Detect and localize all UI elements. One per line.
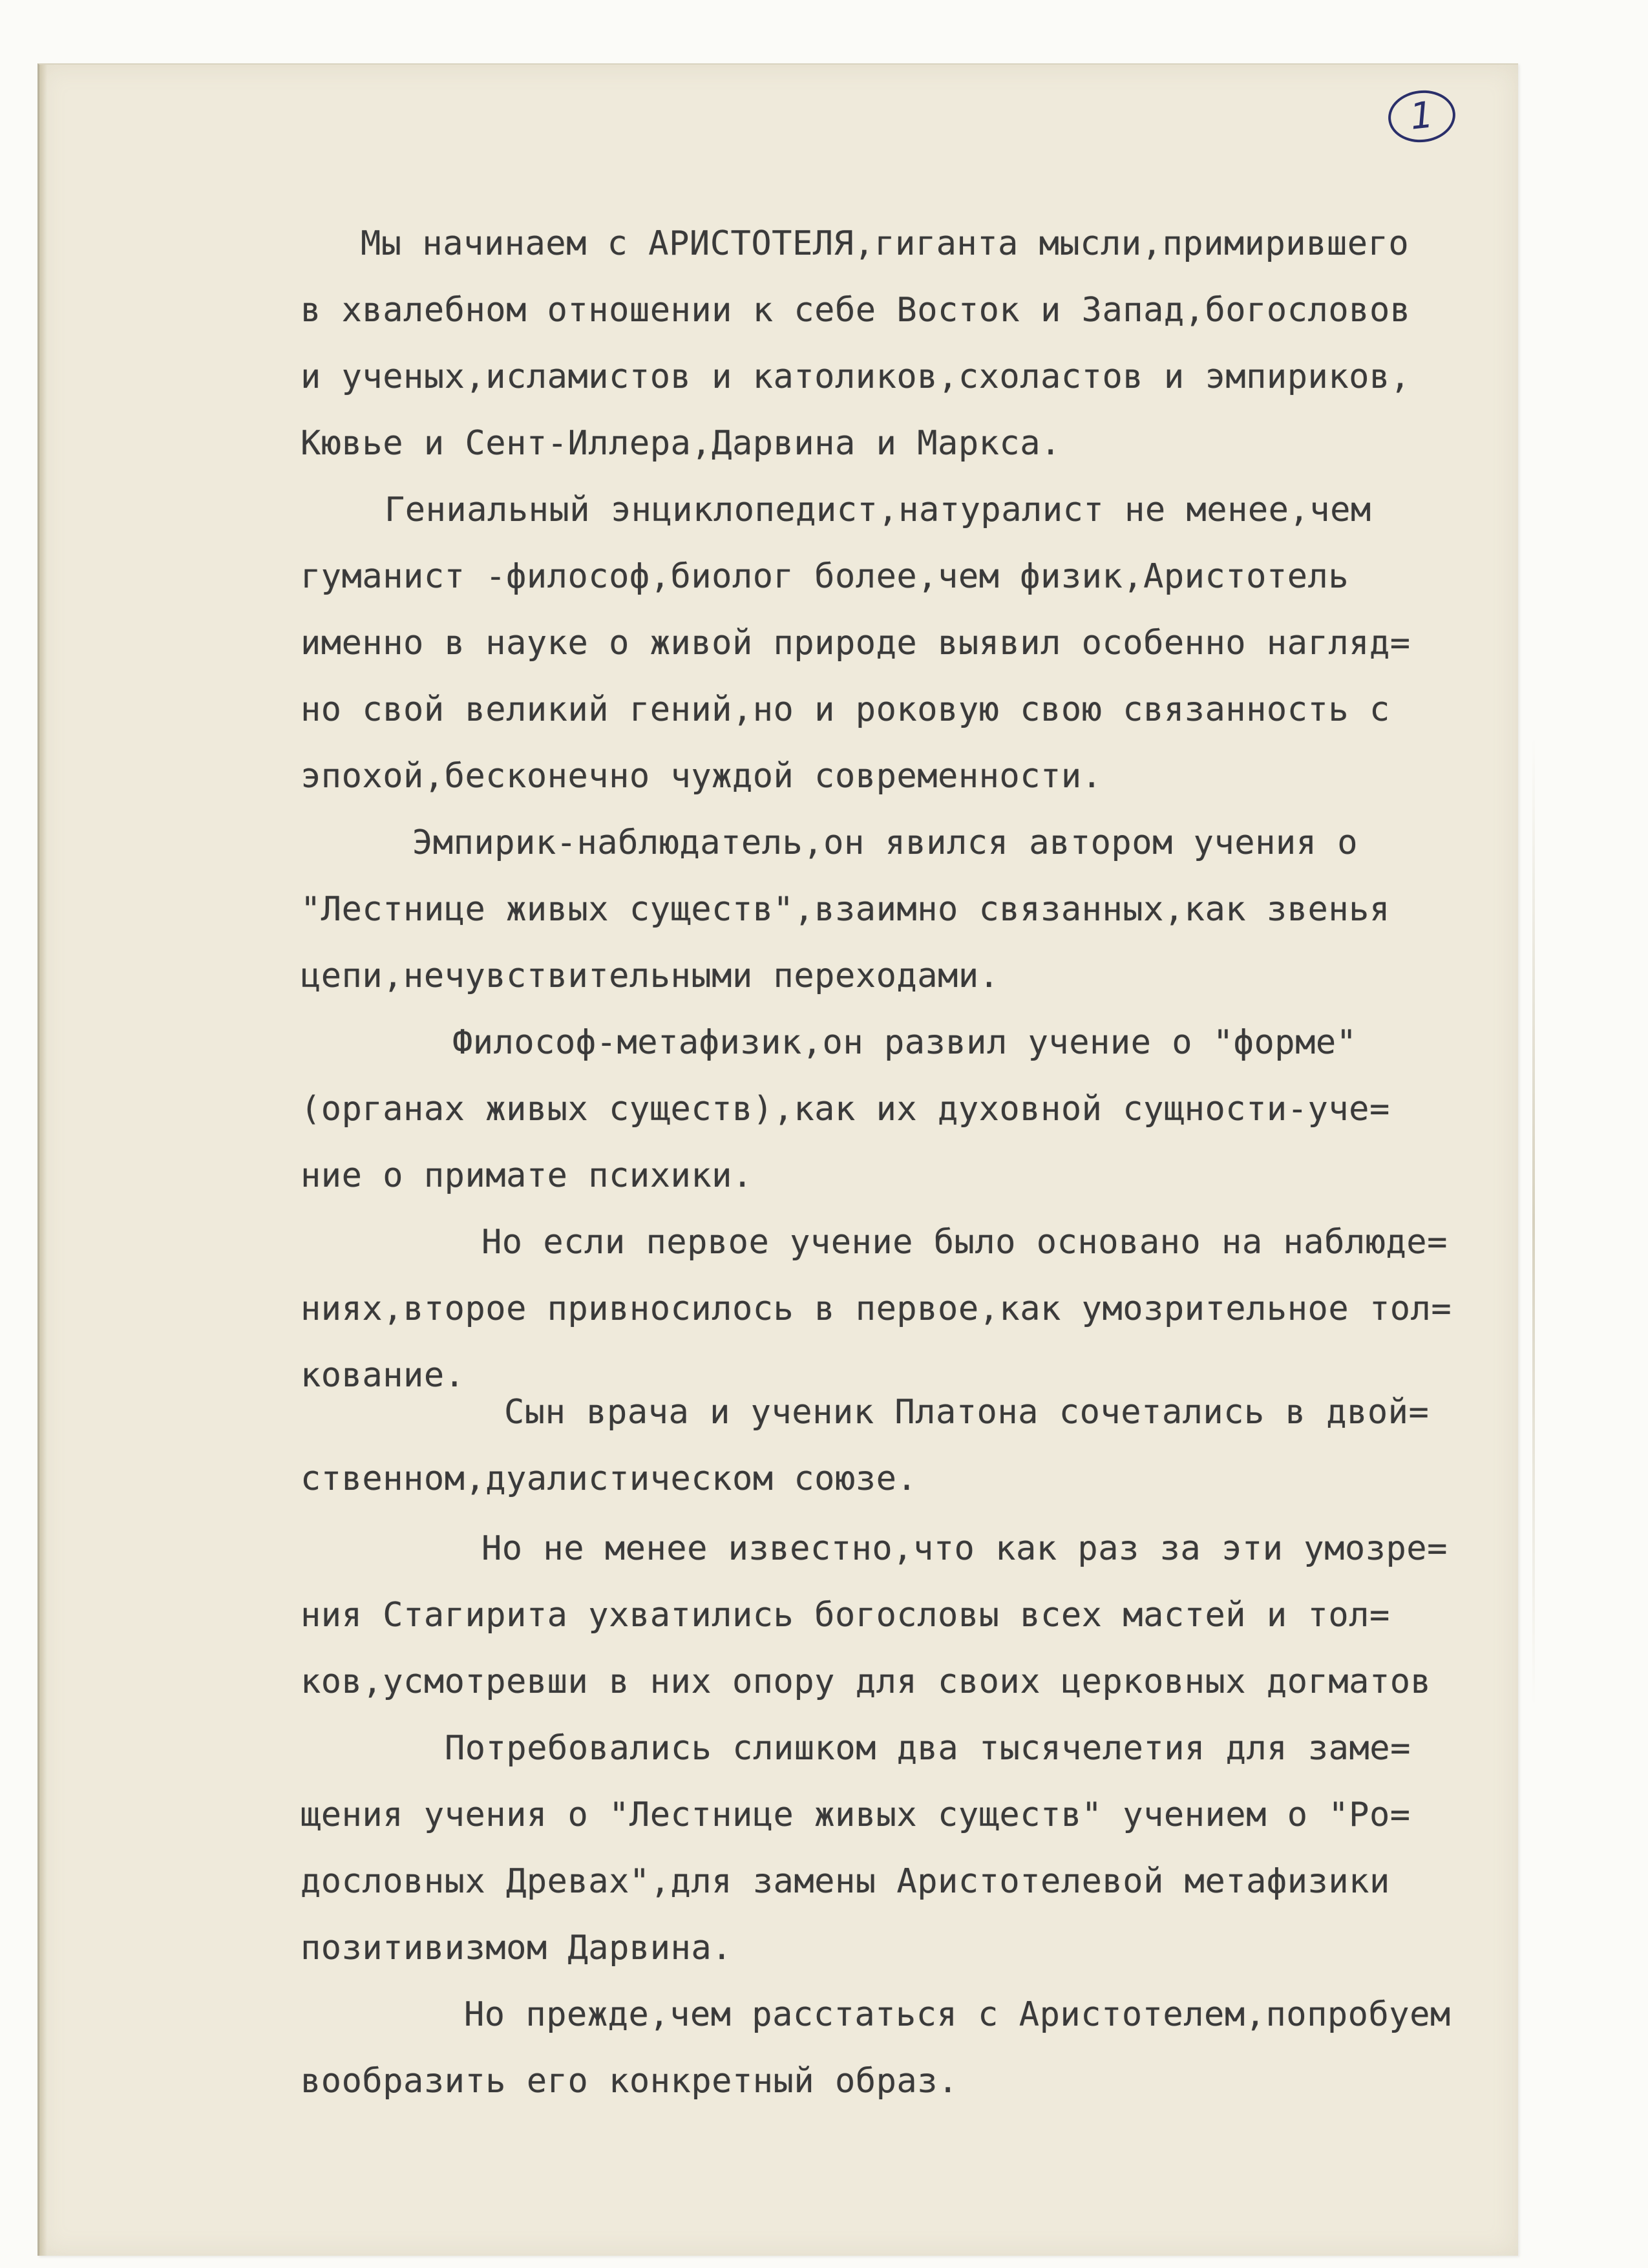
text-line: Но не менее известно,что как раз за эти умозре= [481,1529,1448,1568]
page-number-circle: 1 [1386,87,1458,145]
text-line: ков,усмотревши в них опору для своих церковных догматов [301,1662,1431,1701]
text-line: Мы начинаем с АРИСТОТЕЛЯ,гиганта мысли,примирившего [361,224,1410,263]
text-line: щения учения о "Лестнице живых существ" учением о "Ро= [301,1796,1411,1834]
text-line: в хвалебном отношении к себе Восток и Запад,богословов [301,291,1411,330]
text-line: ниях,второе привносилось в первое,как умозрительное тол= [301,1289,1452,1328]
text-line: ния Стагирита ухватились богословы всех мастей и тол= [301,1596,1390,1635]
text-line: Гениальный энциклопедист,натуралист не менее,чем [385,491,1371,529]
text-line: именно в науке о живой природе выявил особенно нагляд= [301,624,1411,662]
text-line: ние о примате психики. [301,1156,753,1195]
text-line: и ученых,исламистов и католиков,схоластов и эмпириков, [301,357,1411,396]
text-line: ственном,дуалистическом союзе. [301,1459,918,1498]
text-line: Эмпирик-наблюдатель,он явился автором учения о [412,823,1358,862]
text-line: Но если первое учение было основано на наблюде= [481,1223,1448,1262]
text-line: Но прежде,чем расстаться с Аристотелем,попробуем [464,1995,1451,2034]
text-line: позитивизмом Дарвина. [301,1929,732,1967]
text-line: (органах живых существ),как их духовной сущности-уче= [301,1090,1390,1129]
text-line: кование. [301,1356,465,1395]
text-line: "Лестнице живых существ",взаимно связанных,как звенья [301,890,1390,929]
text-line: дословных Древах",для замены Аристотелевой метафизики [301,1862,1390,1901]
text-line: вообразить его конкретный образ. [301,2062,958,2101]
text-line: Сын врача и ученик Платона сочетались в двой= [504,1393,1430,1432]
text-line: Кювье и Сент-Иллера,Дарвина и Маркса. [301,424,1061,463]
text-line: Философ-метафизик,он развил учение о "форме" [452,1023,1357,1062]
text-line: гуманист -философ,биолог более,чем физик,Аристотель [301,557,1349,596]
text-line: эпохой,бесконечно чуждой современности. [301,757,1103,796]
text-line: но свой великий гений,но и роковую свою связанность с [301,690,1390,729]
text-line: цепи,нечувствительными переходами. [301,957,1000,995]
text-line: Потребовались слишком два тысячелетия для заме= [445,1729,1411,1768]
